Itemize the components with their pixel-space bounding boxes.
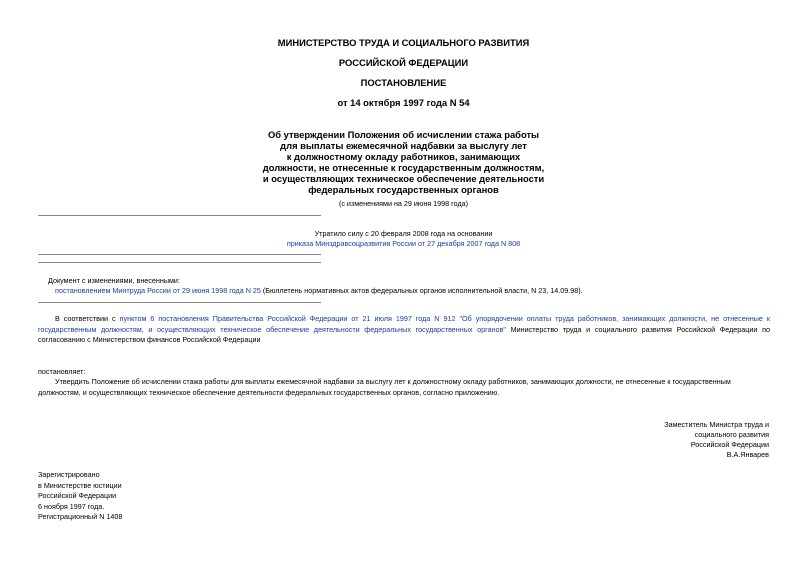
- divider: [38, 254, 321, 255]
- document-title: [0, 129, 807, 195]
- amendment-link[interactable]: постановлением Минтруда России от 29 июня 1998 года N 25: [55, 286, 261, 295]
- divider: [38, 302, 321, 303]
- doc-type-heading: ПОСТАНОВЛЕНИЕ: [360, 77, 447, 88]
- title-line: и осуществляющих техническое обеспечение деятельности: [262, 173, 545, 184]
- government-decree-link[interactable]: пунктом 6 постановления Правительства Российской Федерации от 21 июля 1997 года N 912 "Об упорядочении оплаты труда работников, занимающих должности, не отнесенные к государственным должностям, и осуществляющих техническое обеспечение деятельности федеральных государственных органов": [38, 314, 771, 334]
- divider: [38, 215, 321, 216]
- decree-text: Утвердить Положение об исчислении стажа работы для выплаты ежемесячной надбавки за выслугу лет к должностному окладу работников, занимающих должности, не отнесенные к государственным должностям, и осуществляющих техническое обеспечение деятельности федеральных государственных органов, согласно приложению.: [38, 377, 731, 397]
- invalid-link-wrap: [0, 239, 807, 248]
- signature-line: Российской Федерации: [690, 440, 769, 449]
- title-line: Об утверждении Положения об исчислении стажа работы: [267, 129, 540, 140]
- ministry-heading: МИНИСТЕРСТВО ТРУДА И СОЦИАЛЬНОГО РАЗВИТИЯ: [277, 37, 530, 48]
- invalid-note: Утратило силу с 20 февраля 2008 года на основании: [314, 229, 493, 238]
- decree-word: постановляет:: [38, 367, 86, 376]
- registration-line: Регистрационный N 1408: [38, 512, 123, 522]
- title-line: федеральных государственных органов: [308, 184, 499, 195]
- registration-line: в Министерстве юстиции: [38, 480, 122, 490]
- changes-note: (с изменениями на 29 июня 1998 года): [338, 199, 469, 208]
- signatory-name: В.А.Январев: [726, 450, 769, 459]
- title-line: для выплаты ежемесячной надбавки за выслугу лет: [280, 140, 527, 151]
- divider: [38, 262, 321, 263]
- title-line: должности, не отнесенные к государственным должностям,: [262, 162, 545, 173]
- signature-block: [664, 420, 769, 460]
- amendments-line: [55, 286, 795, 295]
- amendments-intro: Документ с изменениями, внесенными:: [48, 276, 180, 285]
- registration-line: Российской Федерации: [38, 491, 117, 501]
- preamble-text: В соответствии с: [55, 314, 120, 323]
- registration-line: Зарегистрировано: [38, 470, 100, 479]
- registration-line: 6 ноября 1997 года.: [38, 501, 105, 511]
- invalidating-order-link[interactable]: приказа Минздравсоцразвития России от 27 декабря 2007 года N 808: [286, 239, 521, 248]
- country-heading: РОССИЙСКОЙ ФЕДЕРАЦИИ: [338, 57, 469, 68]
- title-line: к должностному окладу работников, занимающих: [286, 151, 521, 162]
- date-number-heading: от 14 октября 1997 года N 54: [337, 97, 470, 108]
- preamble-paragraph: [38, 314, 770, 346]
- signature-line: Заместитель Министра труда и: [664, 420, 769, 429]
- amendment-source: (Бюллетень нормативных актов федеральных органов исполнительной власти, N 23, 14.09.98).: [260, 286, 583, 295]
- signature-line: социального развития: [694, 430, 769, 439]
- preamble-text: Министерство труда и социального развития Российской Федерации по согласованию с Министерством финансов Российской Федерации: [38, 324, 770, 344]
- registration-block: [38, 470, 122, 523]
